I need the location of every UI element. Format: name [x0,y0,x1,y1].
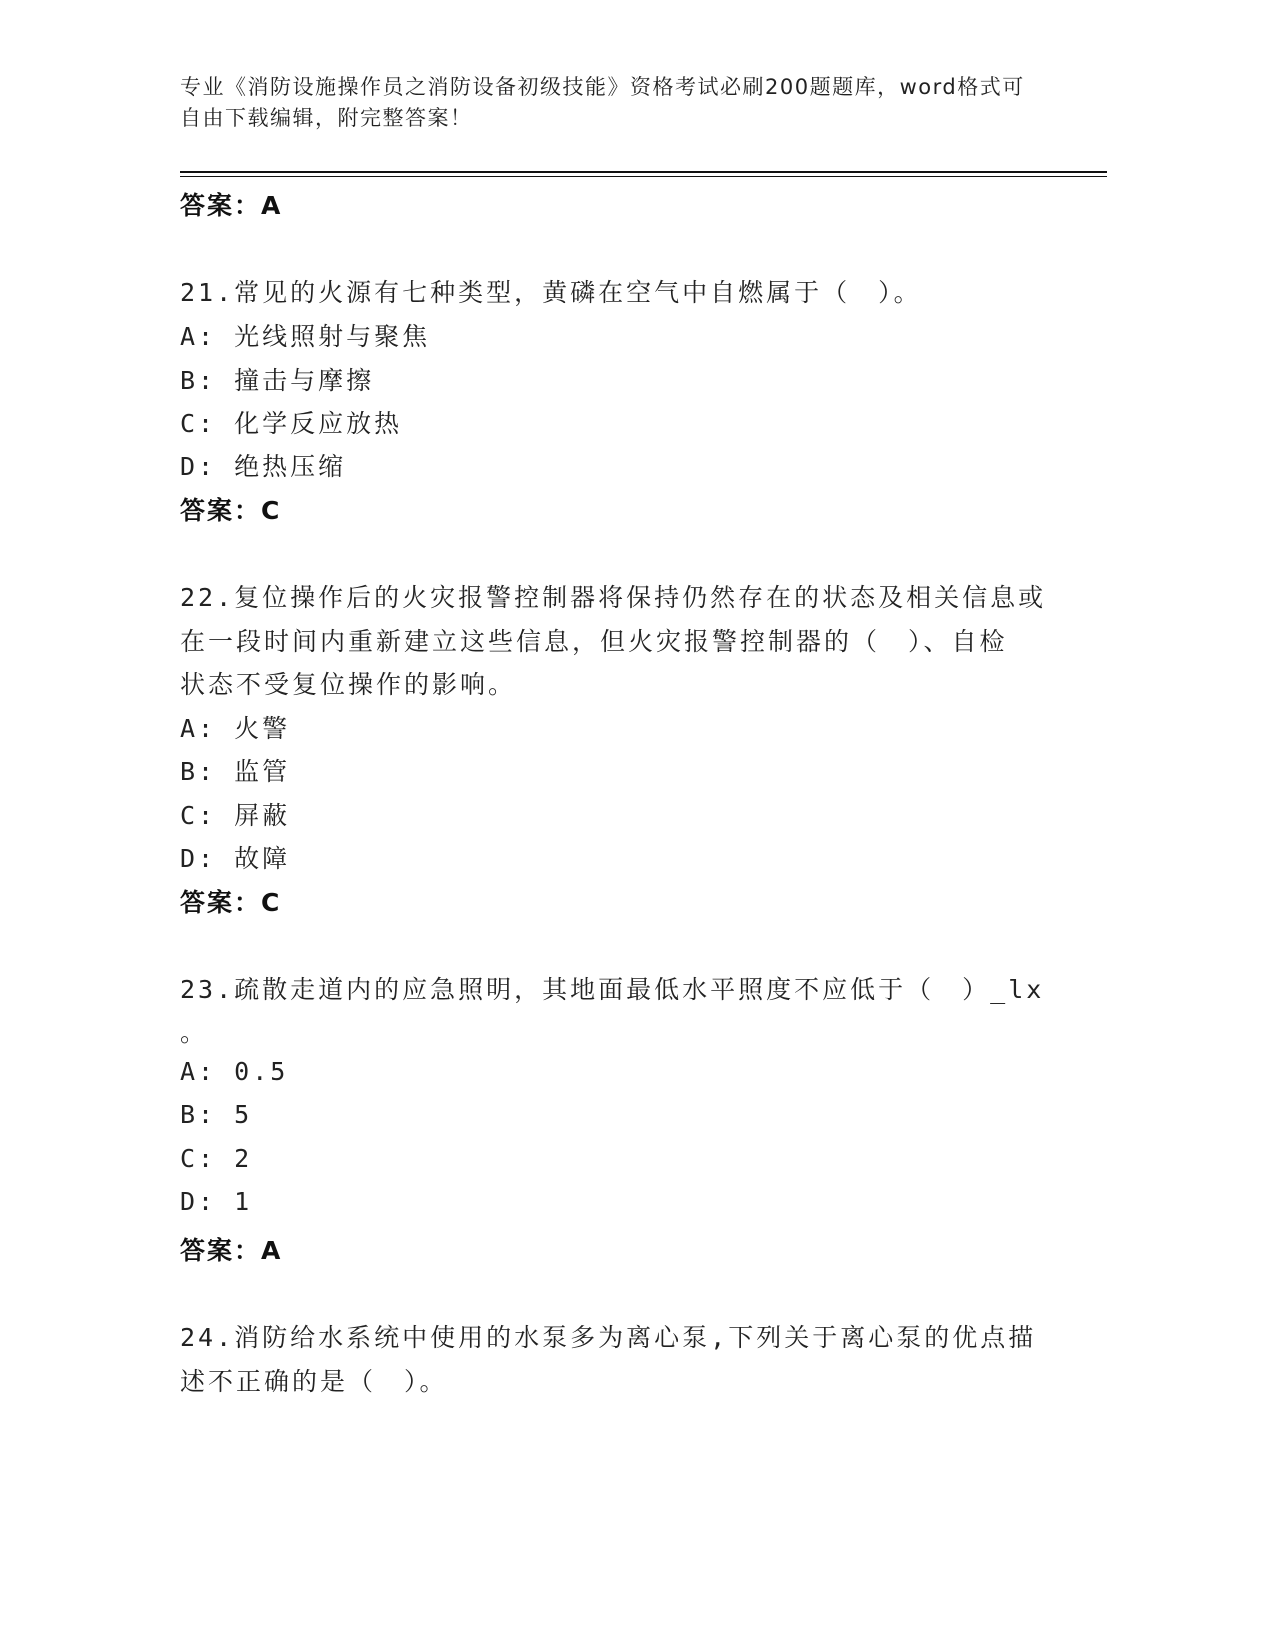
document-header: 专业《消防设施操作员之消防设备初级技能》资格考试必刷200题题库，word格式可自由下载编辑，附完整答案！ [180,75,1025,130]
question-21-option-b: B: 撞击与摩擦 [180,366,375,395]
question-23-text-line-1: 23.疏散走道内的应急照明，其地面最低水平照度不应低于（ ）_lx [180,975,1045,1004]
question-22-option-d: D: 故障 [180,844,291,873]
question-23-option-b: B: 5 [180,1100,253,1129]
question-21-option-a: A: 光线照射与聚焦 [180,322,431,351]
question-21-option-c: C: 化学反应放热 [180,409,403,438]
answer-q20: 答案：A [180,191,283,220]
answer-q23: 答案：A [180,1236,283,1265]
question-21-text: 21.常见的火源有七种类型，黄磷在空气中自燃属于（ ）。 [180,278,922,307]
question-24-text-line-2: 述不正确的是（ ）。 [180,1367,448,1396]
header-divider-thin [180,176,1107,177]
question-23-text-line-2: 。 [180,1018,209,1047]
header-divider-thick [180,171,1107,173]
answer-q21: 答案：C [180,496,282,525]
question-22-text-line-3: 状态不受复位操作的影响。 [180,670,517,699]
question-23-option-a: A: 0.5 [180,1057,289,1086]
question-24-text-line-1: 24.消防给水系统中使用的水泵多为离心泵,下列关于离心泵的优点描 [180,1323,1037,1352]
question-22-option-c: C: 屏蔽 [180,801,291,830]
question-21-option-d: D: 绝热压缩 [180,452,347,481]
question-23-option-d: D: 1 [180,1187,253,1216]
question-22-option-b: B: 监管 [180,757,291,786]
question-22-text-line-1: 22.复位操作后的火灾报警控制器将保持仍然存在的状态及相关信息或 [180,583,1047,612]
question-22-option-a: A: 火警 [180,714,291,743]
question-23-option-c: C: 2 [180,1144,253,1173]
question-22-text-line-2: 在一段时间内重新建立这些信息，但火灾报警控制器的（ ）、自检 [180,627,1008,656]
answer-q22: 答案：C [180,888,282,917]
